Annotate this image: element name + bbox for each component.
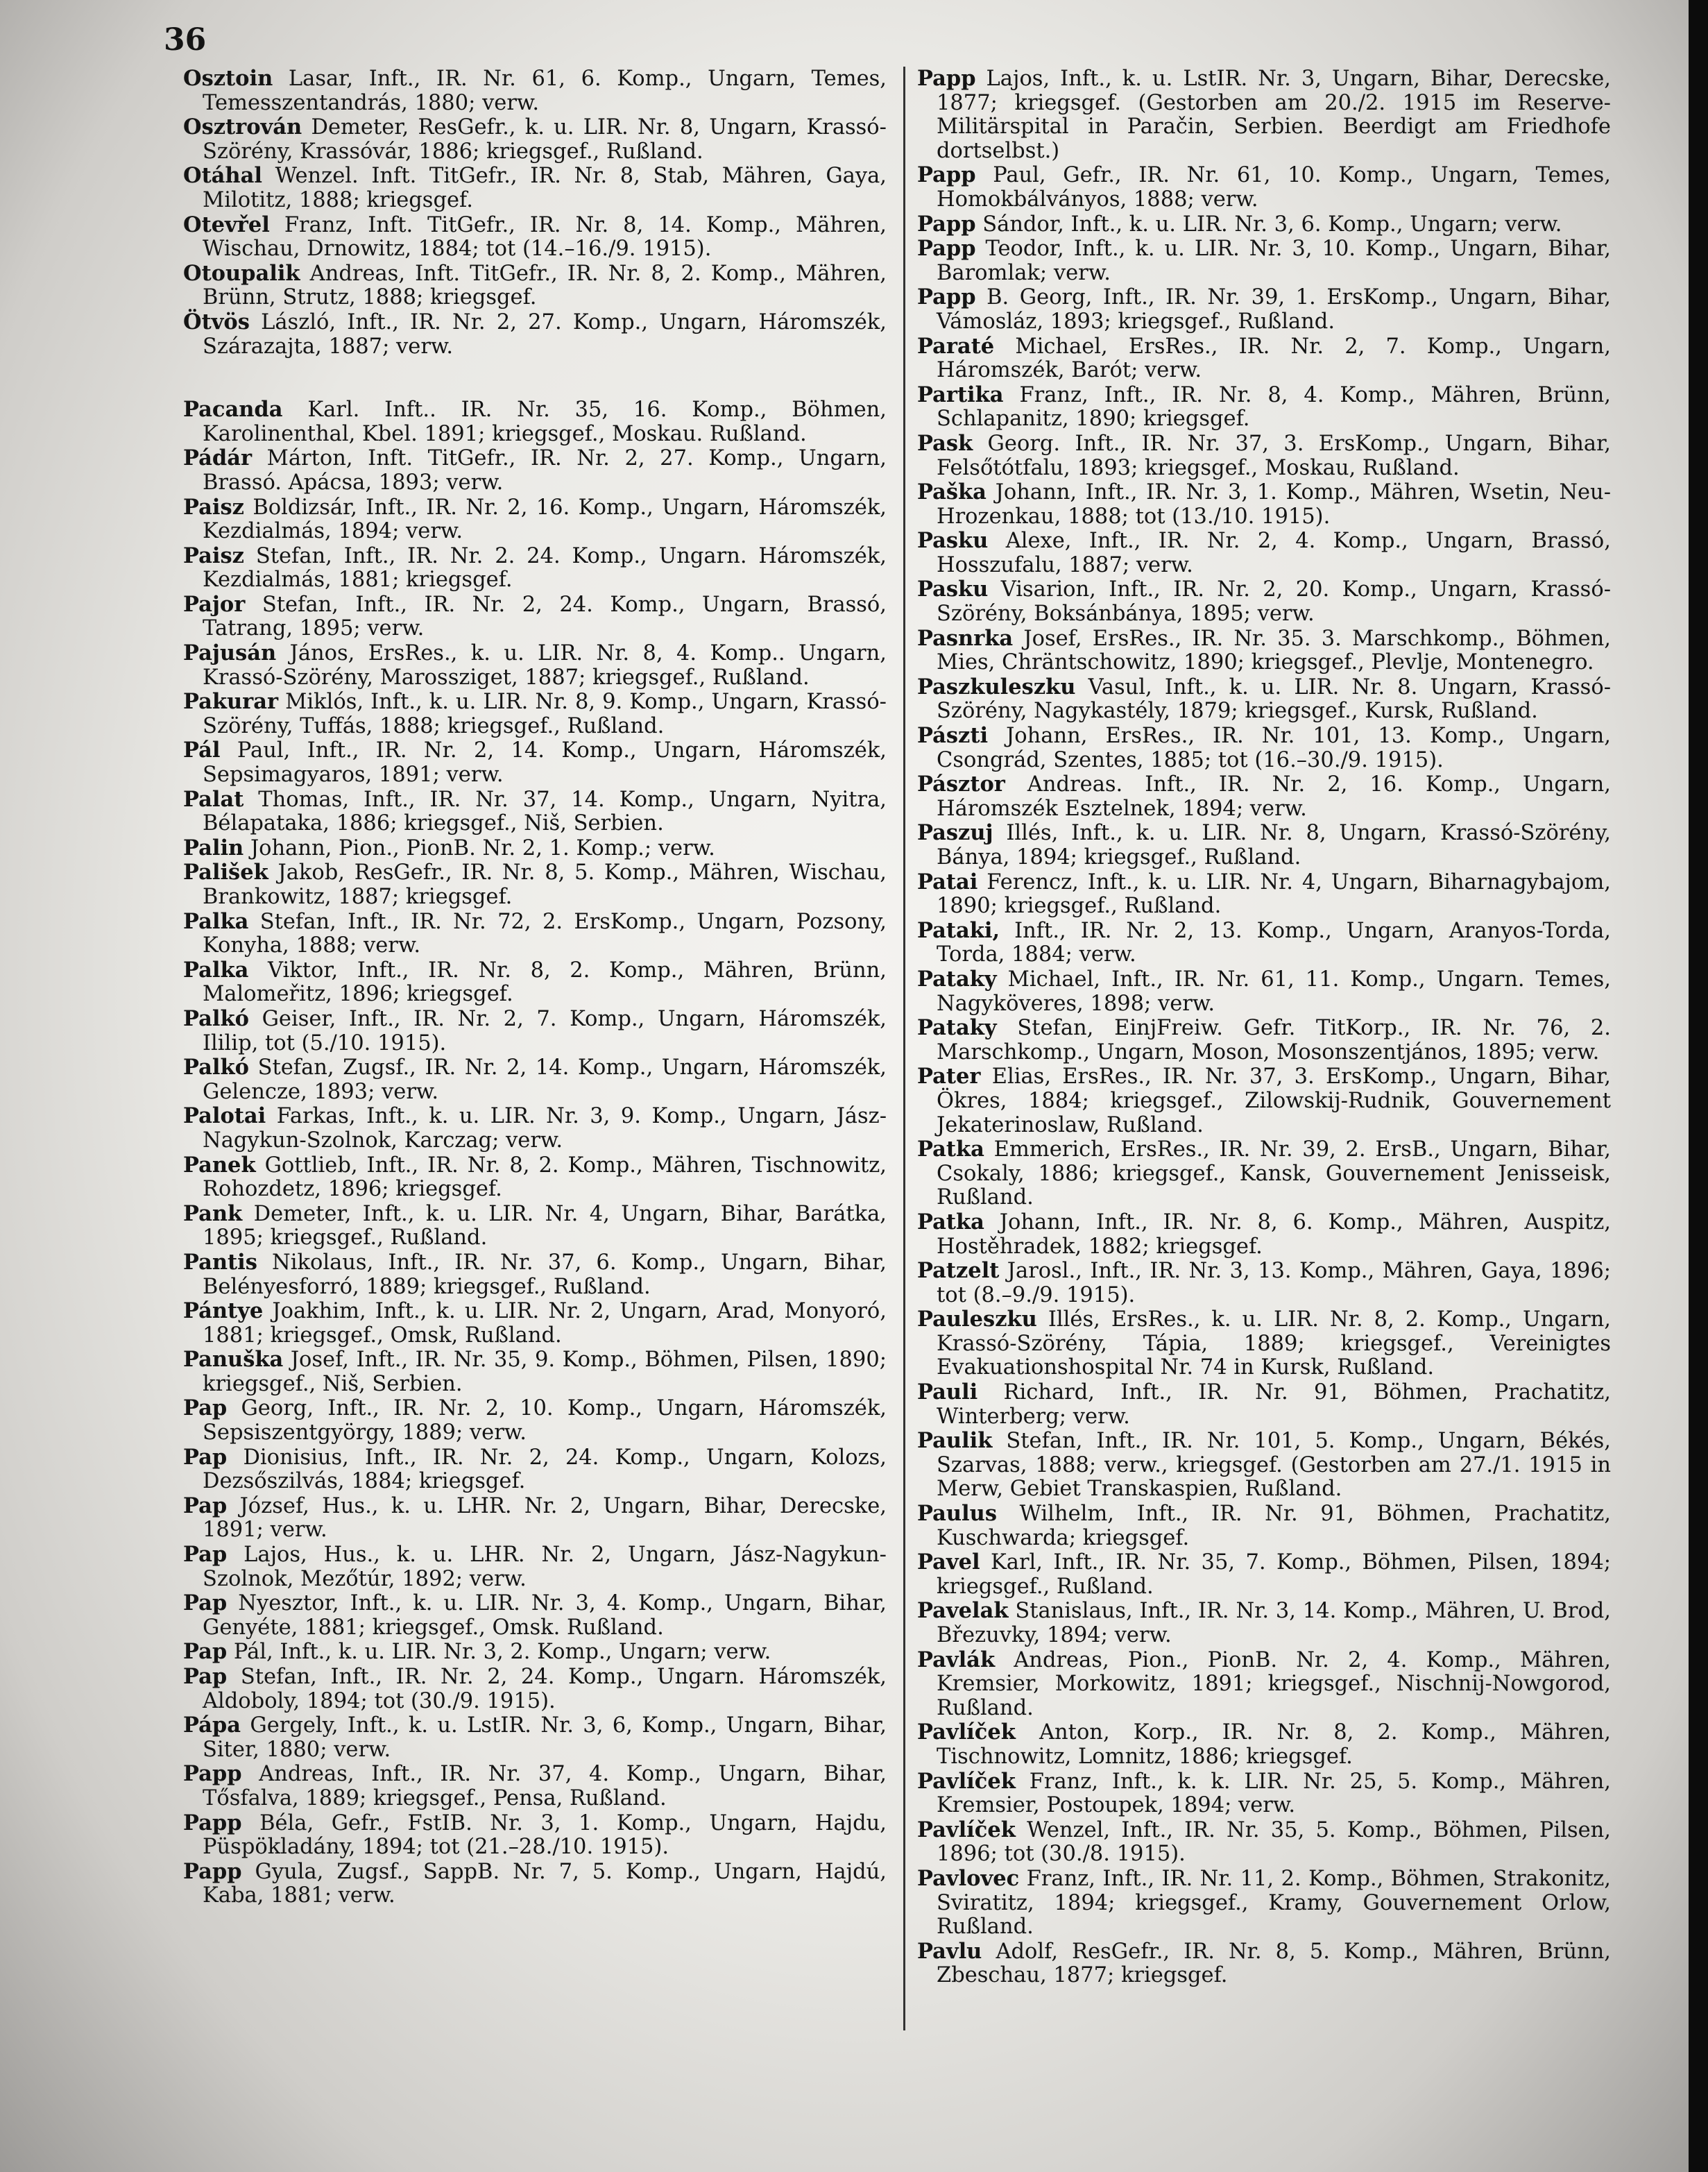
entry-details: Georg, Inft., IR. Nr. 2, 10. Komp., Ungarn, Háromszék, Sepsiszentgyörgy, 1889; verw. xyxy=(203,1396,887,1445)
roll-entry xyxy=(183,1299,887,1348)
roll-entry xyxy=(183,1543,887,1591)
roll-entry xyxy=(183,262,887,310)
entry-details: Adolf, ResGefr., IR. Nr. 8, 5. Komp., Mähren, Brünn, Zbeschau, 1877; kriegsgef. xyxy=(937,1939,1611,1988)
roll-entry xyxy=(183,1665,887,1713)
entry-surname: Pápa xyxy=(183,1713,241,1738)
entry-surname: Papp xyxy=(183,1761,242,1787)
entry-details: László, Inft., IR. Nr. 2, 27. Komp., Ungarn, Háromszék, Szárazajta, 1887; verw. xyxy=(203,309,887,359)
entry-details: Gergely, Inft., k. u. LstIR. Nr. 3, 6, Komp., Ungarn, Bihar, Siter, 1880; verw. xyxy=(203,1713,887,1762)
entry-details: Andreas, Inft., IR. Nr. 37, 4. Komp., Ungarn, Bihar, Tősfalva, 1889; kriegsgef., Pensa, Rußland. xyxy=(203,1762,887,1810)
entry-details: Stanislaus, Inft., IR. Nr. 3, 14. Komp., Mähren, U. Brod, Březuvky, 1894; verw. xyxy=(937,1599,1611,1647)
entry-details: Paul, Inft., IR. Nr. 2, 14. Komp., Ungarn, Háromszék, Sepsimagyaros, 1891; verw. xyxy=(203,738,887,788)
entry-surname: Palka xyxy=(183,957,249,983)
entry-surname: Pavlíček xyxy=(917,1817,1016,1842)
entry-surname: Pataky xyxy=(917,966,997,992)
entry-details: Lasar, Inft., IR. Nr. 61, 6. Komp., Ungarn, Temes, Temesszentandrás, 1880; verw. xyxy=(203,67,887,115)
roll-entry xyxy=(183,836,887,861)
entry-surname: Pap xyxy=(183,1664,228,1689)
roll-entry xyxy=(183,1007,887,1055)
entry-surname: Pauleszku xyxy=(917,1307,1037,1332)
roll-entry xyxy=(183,1348,887,1396)
entry-details: Nikolaus, Inft., IR. Nr. 37, 6. Komp., Ungarn, Bihar, Belényesforró, 1889; kriegsgef., Rußland. xyxy=(203,1250,887,1299)
entry-surname: Paška xyxy=(917,480,987,505)
entry-details: Visarion, Inft., IR. Nr. 2, 20. Komp., Ungarn, Krassó-Szörény, Boksánbánya, 1895; verw. xyxy=(937,577,1611,627)
entry-details: Ferencz, Inft., k. u. LIR. Nr. 4, Ungarn, Biharnagybajom, 1890; kriegsgef., Rußland. xyxy=(937,869,1611,919)
roll-entry xyxy=(917,529,1611,577)
entry-surname: Pakurar xyxy=(183,689,279,715)
entry-surname: Papp xyxy=(917,285,976,310)
entry-details: Sándor, Inft., k. u. LIR. Nr. 3, 6. Komp., Ungarn; verw. xyxy=(982,212,1562,237)
entry-details: Demeter, Inft., k. u. LIR. Nr. 4, Ungarn, Bihar, Barátka, 1895; kriegsgef., Rußland. xyxy=(203,1201,887,1250)
roll-entry xyxy=(917,870,1611,919)
roll-entry xyxy=(917,1502,1611,1550)
entry-surname: Paisz xyxy=(183,543,244,568)
entry-surname: Pádár xyxy=(183,446,253,471)
entry-surname: Pasnrka xyxy=(917,625,1014,651)
roll-entry xyxy=(917,1720,1611,1769)
roll-entry xyxy=(183,910,887,958)
entry-surname: Palkó xyxy=(183,1055,249,1080)
entry-details: Geiser, Inft., IR. Nr. 2, 7. Komp., Ungarn, Háromszék, Ililip, tot (5./10. 1915). xyxy=(203,1006,887,1055)
right-column xyxy=(917,67,1611,2058)
entry-details: Boldizsár, Inft., IR. Nr. 2, 16. Komp., Ungarn, Háromszék, Kezdialmás, 1894; verw. xyxy=(203,495,887,544)
roll-entry xyxy=(183,1055,887,1104)
entry-surname: Pap xyxy=(183,1542,228,1568)
entry-surname: Partika xyxy=(917,382,1004,407)
entry-details: Franz, Inft. TitGefr., IR. Nr. 8, 14. Komp., Mähren, Wischau, Drnowitz, 1884; tot (14.–16./9. 1915). xyxy=(203,212,887,262)
entry-details: Richard, Inft., IR. Nr. 91, Böhmen, Prachatitz, Winterberg; verw. xyxy=(937,1380,1611,1429)
entry-surname: Palkó xyxy=(183,1006,249,1031)
roll-entry xyxy=(917,1137,1611,1210)
entry-details: Wilhelm, Inft., IR. Nr. 91, Böhmen, Prachatitz, Kuschwarda; kriegsgef. xyxy=(937,1502,1611,1550)
entry-surname: Paulik xyxy=(917,1428,993,1454)
roll-entry xyxy=(917,1307,1611,1380)
left-column xyxy=(183,67,887,2058)
entry-surname: Ötvös xyxy=(183,309,250,334)
entry-surname: Pacanda xyxy=(183,397,283,423)
entry-surname: Papp xyxy=(917,67,976,91)
roll-entry xyxy=(917,919,1611,967)
roll-entry xyxy=(917,821,1611,869)
entry-details: Karl, Inft., IR. Nr. 35, 7. Komp., Böhmen, Pilsen, 1894; kriegsgef., Rußland. xyxy=(937,1550,1611,1599)
roll-entry xyxy=(917,383,1611,432)
entry-surname: Pap xyxy=(183,1444,228,1470)
roll-entry xyxy=(917,1380,1611,1429)
entry-surname: Pajor xyxy=(183,591,246,617)
roll-entry xyxy=(917,237,1611,285)
roll-entry xyxy=(183,641,887,690)
entry-surname: Papp xyxy=(183,1810,242,1835)
roll-entry xyxy=(183,1445,887,1494)
roll-entry xyxy=(183,1153,887,1202)
roll-entry xyxy=(183,1640,887,1665)
roll-entry xyxy=(917,967,1611,1016)
entry-surname: Pajusán xyxy=(183,640,277,666)
entry-details: Inft., IR. Nr. 2, 13. Komp., Ungarn, Aranyos-Torda, Torda, 1884; verw. xyxy=(937,918,1611,967)
roll-entry xyxy=(183,690,887,738)
roll-entry xyxy=(183,1202,887,1250)
entry-surname: Pasku xyxy=(917,528,989,554)
roll-entry xyxy=(917,1770,1611,1818)
roll-entry xyxy=(183,446,887,495)
page-number: 36 xyxy=(164,22,207,58)
entry-surname: Pap xyxy=(183,1590,228,1616)
entry-details: Johann, Pion., PionB. Nr. 2, 1. Komp.; verw. xyxy=(250,835,715,860)
entry-details: Anton, Korp., IR. Nr. 8, 2. Komp., Mähren, Tischnowitz, Lomnitz, 1886; kriegsgef. xyxy=(937,1720,1611,1769)
roll-entry xyxy=(183,213,887,262)
roll-entry xyxy=(917,772,1611,821)
entry-details: Paul, Gefr., IR. Nr. 61, 10. Komp., Ungarn, Temes, Homokbálványos, 1888; verw. xyxy=(937,163,1611,212)
entry-details: Viktor, Inft., IR. Nr. 8, 2. Komp., Mähren, Brünn, Malomeřitz, 1896; kriegsgef. xyxy=(203,958,887,1007)
roll-entry xyxy=(183,788,887,836)
roll-entry xyxy=(917,67,1611,163)
entry-surname: Pantis xyxy=(183,1249,257,1275)
entry-details: Miklós, Inft., k. u. LIR. Nr. 8, 9. Komp., Ungarn, Krassó-Szörény, Tuffás, 1888; kriegsgef., Rußland. xyxy=(203,690,887,738)
entry-details: Jakob, ResGefr., IR. Nr. 8, 5. Komp., Mähren, Wischau, Brankowitz, 1887; kriegsgef. xyxy=(203,860,887,909)
entry-details: Stefan, Inft., IR. Nr. 2, 24. Komp., Ungarn, Brassó, Tatrang, 1895; verw. xyxy=(203,592,887,641)
roll-entry xyxy=(183,544,887,593)
entry-details: Stefan, Inft., IR. Nr. 72, 2. ErsKomp., Ungarn, Pozsony, Konyha, 1888; verw. xyxy=(203,909,887,958)
entry-details: Johann, Inft., IR. Nr. 8, 6. Komp., Mähren, Auspitz, Hostěhradek, 1882; kriegsgef. xyxy=(937,1210,1611,1259)
entry-surname: Papp xyxy=(183,1858,242,1884)
roll-entry xyxy=(183,115,887,164)
entry-details: Illés, Inft., k. u. LIR. Nr. 8, Ungarn, Krassó-Szörény, Bánya, 1894; kriegsgef., Rußland. xyxy=(937,821,1611,869)
entry-surname: Otoupalik xyxy=(183,260,300,286)
entry-surname: Patka xyxy=(917,1137,984,1162)
entry-details: Andreas, Inft. TitGefr., IR. Nr. 8, 2. Komp., Mähren, Brünn, Strutz, 1888; kriegsgef. xyxy=(203,261,887,310)
entry-details: Franz, Inft., IR. Nr. 8, 4. Komp., Mähren, Brünn, Schlapanitz, 1890; kriegsgef. xyxy=(937,382,1611,432)
entry-details: Franz, Inft., IR. Nr. 11, 2. Komp., Böhmen, Strakonitz, Sviratitz, 1894; kriegsgef., Kramy, Gouvernement Orlow, Rußland. xyxy=(937,1866,1611,1940)
entry-surname: Pavelak xyxy=(917,1598,1009,1624)
roll-entry xyxy=(917,1429,1611,1502)
entry-surname: Otáhal xyxy=(183,163,262,189)
roll-entry xyxy=(917,1599,1611,1647)
roll-entry xyxy=(917,675,1611,724)
roll-entry xyxy=(183,1762,887,1810)
roll-entry xyxy=(183,1250,887,1299)
entry-details: Alexe, Inft., IR. Nr. 2, 4. Komp., Ungarn, Brassó, Hosszufalu, 1887; verw. xyxy=(937,529,1611,577)
entry-details: Gyula, Zugsf., SappB. Nr. 7, 5. Komp., Ungarn, Hajdú, Kaba, 1881; verw. xyxy=(203,1859,887,1908)
entry-surname: Palotai xyxy=(183,1103,266,1129)
roll-entry xyxy=(183,1494,887,1543)
roll-entry xyxy=(183,738,887,787)
roll-entry xyxy=(917,1064,1611,1137)
entry-surname: Patka xyxy=(917,1209,984,1235)
entry-surname: Osztoin xyxy=(183,67,273,91)
entry-details: Stefan, EinjFreiw. Gefr. TitKorp., IR. Nr. 76, 2. Marschkomp., Ungarn, Moson, Mosonszentjános, 1895; verw. xyxy=(937,1016,1611,1064)
entry-surname: Pásztor xyxy=(917,772,1005,797)
entry-surname: Panuška xyxy=(183,1347,284,1373)
roll-entry xyxy=(917,1016,1611,1064)
entry-surname: Pauli xyxy=(917,1380,978,1405)
roll-entry xyxy=(183,1713,887,1762)
entry-details: Márton, Inft. TitGefr., IR. Nr. 2, 27. Komp., Ungarn, Brassó. Apácsa, 1893; verw. xyxy=(203,446,887,495)
roll-entry xyxy=(183,1860,887,1908)
entry-details: Wenzel. Inft. TitGefr., IR. Nr. 8, Stab, Mähren, Gaya, Milotitz, 1888; kriegsgef. xyxy=(203,164,887,212)
entry-surname: Pászti xyxy=(917,723,989,749)
entry-surname: Pap xyxy=(183,1493,228,1518)
entry-surname: Patai xyxy=(917,869,978,894)
entry-details: Elias, ErsRes., IR. Nr. 37, 3. ErsKomp., Ungarn, Bihar, Ökres, 1884; kriegsgef., Zilowskij-Rudnik, Gouvernement Jekaterinoslaw, Rußland. xyxy=(937,1064,1611,1137)
entry-surname: Paraté xyxy=(917,333,995,359)
entry-details: Karl. Inft.. IR. Nr. 35, 16. Komp., Böhmen, Karolinenthal, Kbel. 1891; kriegsgef., Moskau. Rußland. xyxy=(203,398,887,446)
entry-details: Joakhim, Inft., k. u. LIR. Nr. 2, Ungarn, Arad, Monyoró, 1881; kriegsgef., Omsk, Rußland. xyxy=(203,1299,887,1348)
entry-details: Andreas. Inft., IR. Nr. 2, 16. Komp., Ungarn, Háromszék Esztelnek, 1894; verw. xyxy=(937,772,1611,821)
entry-surname: Pališek xyxy=(183,860,268,885)
entry-details: Lajos, Hus., k. u. LHR. Nr. 2, Ungarn, Jász-Nagykun-Szolnok, Mezőtúr, 1892; verw. xyxy=(203,1543,887,1591)
entry-surname: Pasku xyxy=(917,577,989,602)
entry-details: József, Hus., k. u. LHR. Nr. 2, Ungarn, Bihar, Derecske, 1891; verw. xyxy=(203,1493,887,1543)
roll-entry xyxy=(183,1104,887,1153)
entry-surname: Pask xyxy=(917,430,973,456)
entry-details: Emmerich, ErsRes., IR. Nr. 39, 2. ErsB., Ungarn, Bihar, Csokaly, 1886; kriegsgef., Kansk, Gouvernement Jenisseisk, Rußland. xyxy=(937,1137,1611,1210)
entry-surname: Paszuj xyxy=(917,820,993,846)
entry-details: Teodor, Inft., k. u. LIR. Nr. 3, 10. Komp., Ungarn, Bihar, Baromlak; verw. xyxy=(937,237,1611,285)
roll-entry xyxy=(917,1648,1611,1721)
entry-surname: Papp xyxy=(917,211,976,237)
roll-entry xyxy=(917,724,1611,772)
entry-surname: Pank xyxy=(183,1200,243,1226)
roll-entry xyxy=(183,398,887,446)
entry-surname: Palin xyxy=(183,835,244,860)
entry-details: Dionisius, Inft., IR. Nr. 2, 24. Komp., Ungarn, Kolozs, Dezsőszilvás, 1884; kriegsgef. xyxy=(203,1445,887,1494)
entry-surname: Pavel xyxy=(917,1550,980,1575)
entry-details: Illés, ErsRes., k. u. LIR. Nr. 8, 2. Komp., Ungarn, Krassó-Szörény, Tápia, 1889; kriegsgef., Vereinigtes Evakuationshospital Nr. 74 in Kursk, Rußland. xyxy=(937,1307,1611,1380)
entry-details: Stefan, Inft., IR. Nr. 2. 24. Komp., Ungarn. Háromszék, Kezdialmás, 1881; kriegsgef. xyxy=(203,543,887,593)
entry-surname: Pavlák xyxy=(917,1647,996,1672)
entry-details: Andreas, Pion., PionB. Nr. 2, 4. Komp., Mähren, Kremsier, Morkowitz, 1891; kriegsgef., Nischnij-Nowgorod, Rußland. xyxy=(937,1647,1611,1720)
entry-details: Nyesztor, Inft., k. u. LIR. Nr. 3, 4. Komp., Ungarn, Bihar, Genyéte, 1881; kriegsgef., Omsk. Rußland. xyxy=(203,1591,887,1640)
roll-entry xyxy=(917,334,1611,383)
entry-surname: Papp xyxy=(917,236,976,262)
roll-entry xyxy=(183,958,887,1007)
roll-entry xyxy=(917,285,1611,334)
entry-surname: Pántye xyxy=(183,1298,264,1324)
roll-entry xyxy=(917,212,1611,237)
entry-details: Vasul, Inft., k. u. LIR. Nr. 8. Ungarn, Krassó-Szörény, Nagykastély, 1879; kriegsgef., Kursk, Rußland. xyxy=(937,674,1611,724)
roll-entry xyxy=(917,1550,1611,1599)
entry-surname: Osztrován xyxy=(183,114,302,140)
entry-details: Wenzel, Inft., IR. Nr. 35, 5. Komp., Böhmen, Pilsen, 1896; tot (30./8. 1915). xyxy=(937,1817,1611,1867)
entry-details: Farkas, Inft., k. u. LIR. Nr. 3, 9. Komp., Ungarn, Jász-Nagykun-Szolnok, Karczag; verw. xyxy=(203,1104,887,1153)
entry-surname: Pavlu xyxy=(917,1938,982,1964)
entry-details: Josef, Inft., IR. Nr. 35, 9. Komp., Böhmen, Pilsen, 1890; kriegsgef., Niš, Serbien. xyxy=(203,1348,887,1396)
roll-entry xyxy=(917,577,1611,626)
entry-surname: Paisz xyxy=(183,494,244,520)
roll-entry xyxy=(917,1818,1611,1867)
entry-details: Lajos, Inft., k. u. LstIR. Nr. 3, Ungarn, Bihar, Derecske, 1877; kriegsgef. (Gestorben am 20./2. 1915 im Reserve-Militärspital in Paračin, Serbien. Beerdigt am Friedhofe dortselbst.) xyxy=(937,67,1611,163)
entry-surname: Pavlíček xyxy=(917,1720,1016,1745)
roll-entry xyxy=(183,593,887,641)
entry-surname: Palka xyxy=(183,908,249,934)
entry-details: Michael, Inft., IR. Nr. 61, 11. Komp., Ungarn. Temes, Nagyköveres, 1898; verw. xyxy=(937,967,1611,1016)
roll-entry xyxy=(183,164,887,212)
roll-entry xyxy=(183,1591,887,1640)
entry-surname: Pap xyxy=(183,1639,228,1665)
entry-details: Jarosl., Inft., IR. Nr. 3, 13. Komp., Mähren, Gaya, 1896; tot (8.–9./9. 1915). xyxy=(937,1259,1611,1307)
entry-surname: Panek xyxy=(183,1152,256,1178)
roll-entry xyxy=(183,860,887,909)
entry-details: Michael, ErsRes., IR. Nr. 2, 7. Komp., Ungarn, Háromszék, Barót; verw. xyxy=(937,334,1611,383)
roll-entry xyxy=(183,495,887,544)
roll-entry xyxy=(183,310,887,359)
entry-surname: Pater xyxy=(917,1064,981,1089)
entry-details: Josef, ErsRes., IR. Nr. 35. 3. Marschkomp., Böhmen, Mies, Chräntschowitz, 1890; kriegsgef., Plevlje, Montenegro. xyxy=(937,626,1611,675)
roll-entry xyxy=(183,67,887,115)
entry-surname: Pavlíček xyxy=(917,1768,1016,1794)
entry-details: Franz, Inft., k. k. LIR. Nr. 25, 5. Komp., Mähren, Kremsier, Postoupek, 1894; verw. xyxy=(937,1769,1611,1818)
roll-entry xyxy=(917,1210,1611,1259)
entry-surname: Palat xyxy=(183,786,244,812)
entry-surname: Pataky xyxy=(917,1015,997,1041)
roll-entry xyxy=(917,480,1611,529)
entry-surname: Papp xyxy=(917,162,976,188)
entry-details: Thomas, Inft., IR. Nr. 37, 14. Komp., Ungarn, Nyitra, Bélapataka, 1886; kriegsgef., Niš, Serbien. xyxy=(203,787,887,836)
entry-details: Stefan, Inft., IR. Nr. 2, 24. Komp., Ungarn. Háromszék, Aldoboly, 1894; tot (30./9. 1915). xyxy=(203,1665,887,1713)
roll-entry xyxy=(917,1259,1611,1307)
section-gap xyxy=(183,359,887,398)
roll-entry xyxy=(917,1867,1611,1940)
entry-details: Georg. Inft., IR. Nr. 37, 3. ErsKomp., Ungarn, Bihar, Felsőtótfalu, 1893; kriegsgef., Moskau, Rußland. xyxy=(937,431,1611,480)
entry-details: B. Georg, Inft., IR. Nr. 39, 1. ErsKomp., Ungarn, Bihar, Vámosláz, 1893; kriegsgef., Rußland. xyxy=(937,285,1611,334)
entry-details: Johann, ErsRes., IR. Nr. 101, 13. Komp., Ungarn, Csongrád, Szentes, 1885; tot (16.–30./9. 1915). xyxy=(937,724,1611,772)
entry-surname: Pál xyxy=(183,738,221,763)
entry-surname: Paszkuleszku xyxy=(917,674,1076,699)
entry-details: Pál, Inft., k. u. LIR. Nr. 3, 2. Komp., Ungarn; verw. xyxy=(233,1640,771,1665)
entry-surname: Otevřel xyxy=(183,212,270,237)
entry-details: Stefan, Zugsf., IR. Nr. 2, 14. Komp., Ungarn, Háromszék, Gelencze, 1893; verw. xyxy=(203,1055,887,1104)
roll-entry xyxy=(917,1940,1611,1988)
entry-surname: Paulus xyxy=(917,1501,997,1527)
roll-entry xyxy=(917,627,1611,675)
entry-details: Johann, Inft., IR. Nr. 3, 1. Komp., Mähren, Wsetin, Neu-Hrozenkau, 1888; tot (13./10. 1915). xyxy=(937,480,1611,529)
roll-entry xyxy=(183,1396,887,1445)
roll-entry xyxy=(183,1811,887,1860)
entry-surname: Patzelt xyxy=(917,1258,1000,1284)
column-divider xyxy=(903,67,905,2030)
entry-details: Gottlieb, Inft., IR. Nr. 8, 2. Komp., Mähren, Tischnowitz, Rohozdetz, 1896; kriegsgef. xyxy=(203,1153,887,1202)
entry-details: Stefan, Inft., IR. Nr. 101, 5. Komp., Ungarn, Békés, Szarvas, 1888; verw., kriegsgef. (Gestorben am 27./1. 1915 in Merw, Gebiet Transkaspien, Rußland. xyxy=(937,1429,1611,1502)
entry-details: János, ErsRes., k. u. LIR. Nr. 8, 4. Komp.. Ungarn, Krassó-Szörény, Marossziget, 1887; kriegsgef., Rußland. xyxy=(203,641,887,690)
scan-border xyxy=(1689,0,1708,2172)
entry-surname: Pataki, xyxy=(917,917,1000,943)
entry-surname: Pap xyxy=(183,1395,228,1421)
entry-details: Béla, Gefr., FstIB. Nr. 3, 1. Komp., Ungarn, Hajdu, Püspökladány, 1894; tot (21.–28./10. 1915). xyxy=(203,1810,887,1860)
roll-entry xyxy=(917,163,1611,212)
entry-details: Demeter, ResGefr., k. u. LIR. Nr. 8, Ungarn, Krassó-Szörény, Krassóvár, 1886; kriegsgef., Rußland. xyxy=(203,115,887,164)
entry-surname: Pavlovec xyxy=(917,1865,1020,1891)
roll-entry xyxy=(917,432,1611,480)
